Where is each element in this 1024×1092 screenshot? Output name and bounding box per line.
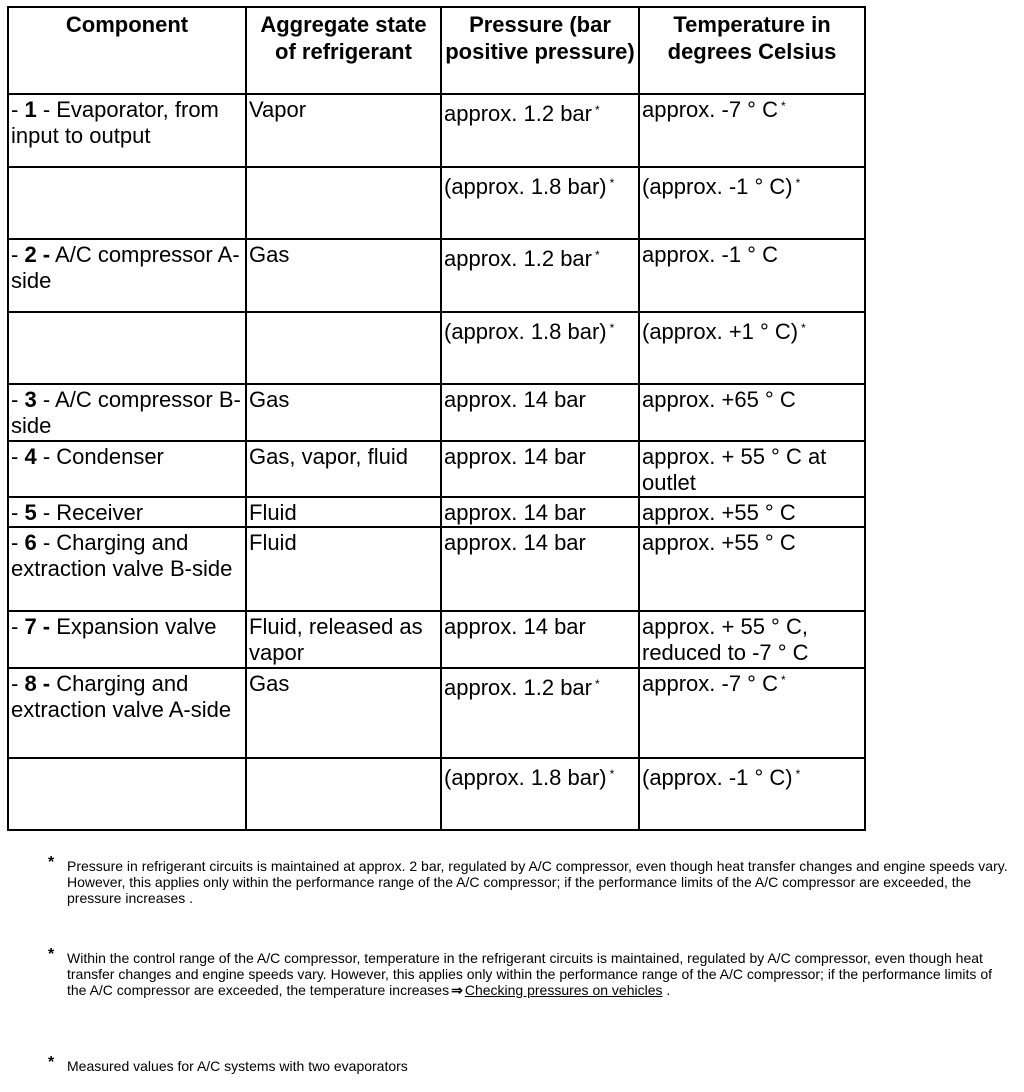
footnote-asterisk: * <box>48 946 55 963</box>
asterisk-mark: * <box>780 673 786 687</box>
pressure-cell: approx. 14 bar <box>441 497 639 527</box>
footnote-temperature <box>48 946 1008 998</box>
asterisk-mark: * <box>609 176 615 190</box>
table-row <box>8 497 865 527</box>
component-number: 6 <box>24 530 37 555</box>
table-row <box>8 758 865 830</box>
table-row <box>8 668 865 758</box>
state-cell: Gas <box>246 668 441 758</box>
temperature-cell: approx. + 55 ° C at outlet <box>639 441 865 497</box>
checking-pressures-link[interactable]: Checking pressures on vehicles <box>464 982 663 998</box>
component-cell: - 8 - Charging and extraction valve A-side <box>8 668 246 758</box>
pressure-cell: (approx. 1.8 bar) * <box>441 167 639 239</box>
state-cell: Fluid, released as vapor <box>246 611 441 668</box>
component-cell <box>8 167 246 239</box>
component-cell: - 7 - Expansion valve <box>8 611 246 668</box>
pressure-cell: approx. 14 bar <box>441 611 639 668</box>
component-number: 2 - <box>24 242 51 267</box>
footnote-asterisk: * <box>48 854 55 871</box>
component-number: 8 - <box>24 671 51 696</box>
refrigerant-table <box>7 6 866 831</box>
footnote-two-evaporators <box>48 1054 1008 1074</box>
temperature-cell: (approx. -1 ° C) * <box>639 758 865 830</box>
footnote-asterisk: * <box>48 1054 55 1071</box>
temperature-cell: (approx. +1 ° C) * <box>639 312 865 384</box>
table-row <box>8 312 865 384</box>
pressure-cell: approx. 1.2 bar * <box>441 94 639 167</box>
temperature-cell: approx. -7 ° C * <box>639 668 865 758</box>
table-row <box>8 527 865 611</box>
component-number: 3 <box>24 387 37 412</box>
state-cell <box>246 758 441 830</box>
state-cell: Gas <box>246 384 441 441</box>
component-number: 1 <box>24 97 37 122</box>
pressure-cell: approx. 14 bar <box>441 384 639 441</box>
asterisk-mark: * <box>609 767 615 781</box>
component-cell: - 3 - A/C compressor B-side <box>8 384 246 441</box>
component-number: 7 - <box>24 614 51 639</box>
header-pressure: Pressure (bar positive pressure) <box>441 7 639 94</box>
header-aggregate-state: Aggregate state of refrigerant <box>246 7 441 94</box>
component-cell: - 5 - Receiver <box>8 497 246 527</box>
pressure-cell: approx. 14 bar <box>441 441 639 497</box>
component-cell <box>8 312 246 384</box>
component-cell: - 2 - A/C compressor A-side <box>8 239 246 312</box>
state-cell: Vapor <box>246 94 441 167</box>
header-component: Component <box>8 7 246 94</box>
table-row <box>8 167 865 239</box>
asterisk-mark: * <box>795 767 801 781</box>
footnote-text: Measured values for A/C systems with two evaporators <box>67 1058 408 1074</box>
asterisk-mark: * <box>780 99 786 113</box>
component-cell: - 6 - Charging and extraction valve B-side <box>8 527 246 611</box>
pressure-cell: approx. 14 bar <box>441 527 639 611</box>
footnote-pressure <box>48 854 1008 906</box>
state-cell <box>246 167 441 239</box>
state-cell <box>246 312 441 384</box>
state-cell: Fluid <box>246 497 441 527</box>
asterisk-mark: * <box>795 176 801 190</box>
asterisk-mark: * <box>609 321 615 335</box>
temperature-cell: approx. +55 ° C <box>639 527 865 611</box>
pressure-cell: (approx. 1.8 bar) * <box>441 758 639 830</box>
asterisk-mark: * <box>801 321 806 335</box>
temperature-cell: (approx. -1 ° C) * <box>639 167 865 239</box>
temperature-cell: approx. -7 ° C * <box>639 94 865 167</box>
right-arrow-icon: ⇒ <box>451 982 463 998</box>
footnote-text: Pressure in refrigerant circuits is maintained at approx. 2 bar, regulated by A/C compressor, even though heat transfer changes and engine speeds vary. However, this applies only within the performance range of the A/C compressor; if the performance limits of the A/C compressor are exceeded, the pressure increases . <box>67 858 1008 906</box>
state-cell: Fluid <box>246 527 441 611</box>
pressure-cell: (approx. 1.8 bar) * <box>441 312 639 384</box>
temperature-cell: approx. -1 ° C <box>639 239 865 312</box>
table-row <box>8 384 865 441</box>
component-cell <box>8 758 246 830</box>
table-row <box>8 239 865 312</box>
pressure-cell: approx. 1.2 bar * <box>441 239 639 312</box>
temperature-cell: approx. + 55 ° C, reduced to -7 ° C <box>639 611 865 668</box>
table-row <box>8 611 865 668</box>
state-cell: Gas <box>246 239 441 312</box>
asterisk-mark: * <box>594 677 600 691</box>
asterisk-mark: * <box>594 248 600 262</box>
component-cell: - 1 - Evaporator, from input to output <box>8 94 246 167</box>
table-row <box>8 441 865 497</box>
temperature-cell: approx. +65 ° C <box>639 384 865 441</box>
table-row <box>8 94 865 167</box>
component-number: 4 <box>24 444 37 469</box>
header-temperature: Temperature in degrees Celsius <box>639 7 865 94</box>
table-header-row <box>8 7 865 94</box>
temperature-cell: approx. +55 ° C <box>639 497 865 527</box>
pressure-cell: approx. 1.2 bar * <box>441 668 639 758</box>
asterisk-mark: * <box>594 103 600 117</box>
component-cell: - 4 - Condenser <box>8 441 246 497</box>
footnote-text: Within the control range of the A/C compressor, temperature in the refrigerant circuits is maintained, regulated by A/C compressor, even though heat transfer changes and engine speeds vary. However, this applies only within the performance range of the A/C compressor; if the performance limits of the A/C compressor are exceeded, the temperature increases ⇒ Checking pressures on vehicles . <box>67 950 992 998</box>
component-number: 5 <box>24 500 37 525</box>
state-cell: Gas, vapor, fluid <box>246 441 441 497</box>
